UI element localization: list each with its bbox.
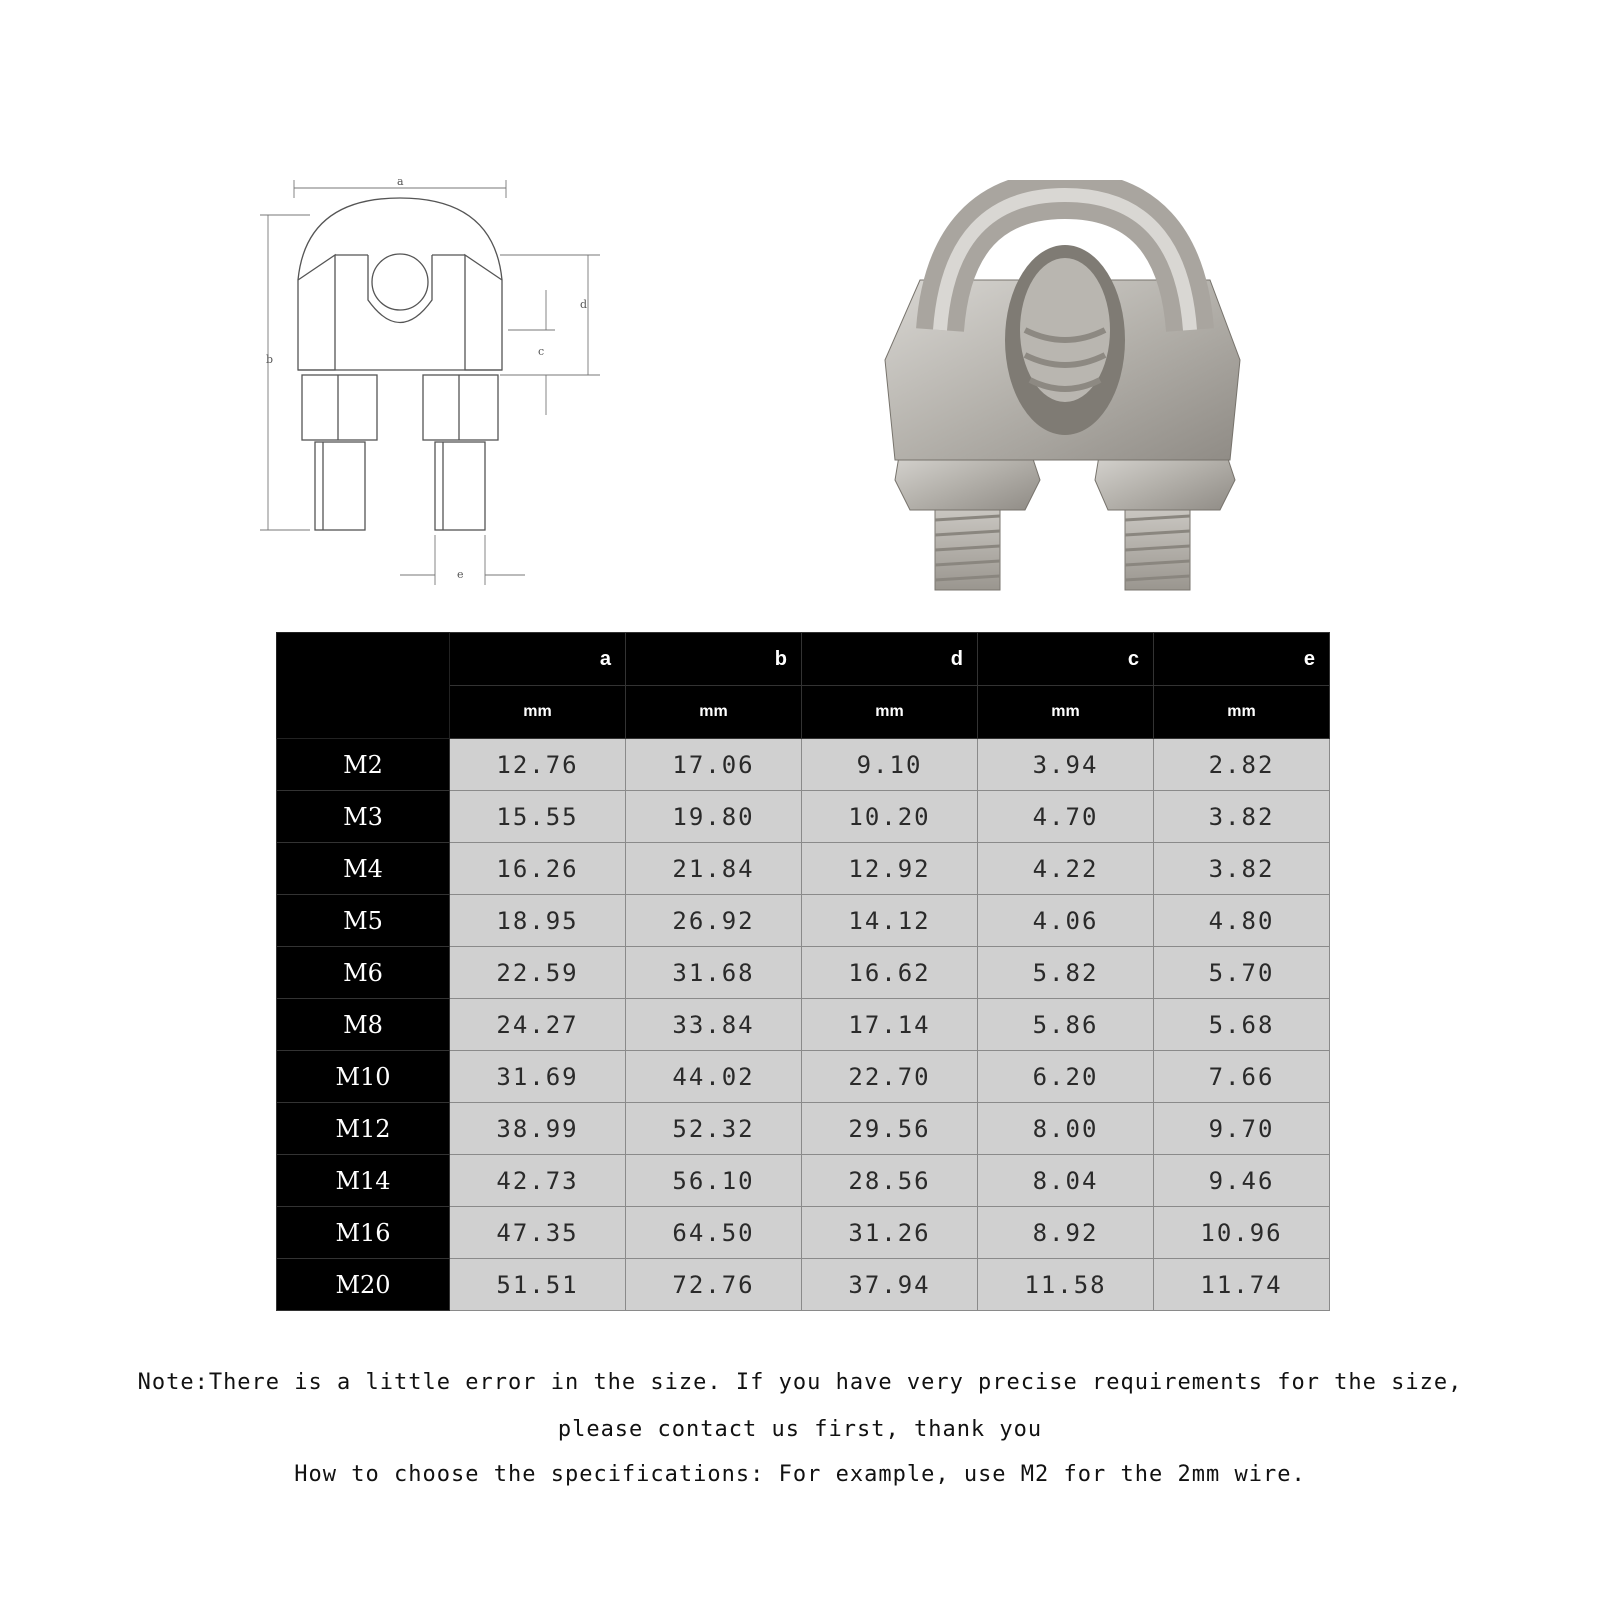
table-row bbox=[277, 791, 1330, 843]
column-header-e: e bbox=[1154, 633, 1330, 686]
dimension-label-b: b bbox=[266, 353, 274, 366]
value-cell: 5.86 bbox=[978, 999, 1154, 1051]
value-cell: 16.62 bbox=[802, 947, 978, 999]
wire-rope-clip-photo bbox=[880, 180, 1280, 600]
value-cell: 5.70 bbox=[1154, 947, 1330, 999]
value-cell: 11.74 bbox=[1154, 1259, 1330, 1311]
size-cell: M8 bbox=[277, 999, 450, 1051]
size-cell: M12 bbox=[277, 1103, 450, 1155]
dimension-label-c: c bbox=[538, 345, 545, 358]
column-header-c: c bbox=[978, 633, 1154, 686]
value-cell: 38.99 bbox=[450, 1103, 626, 1155]
value-cell: 8.00 bbox=[978, 1103, 1154, 1155]
value-cell: 10.96 bbox=[1154, 1207, 1330, 1259]
value-cell: 19.80 bbox=[626, 791, 802, 843]
table-row bbox=[277, 1155, 1330, 1207]
value-cell: 9.10 bbox=[802, 739, 978, 791]
value-cell: 4.70 bbox=[978, 791, 1154, 843]
unit-header: mm bbox=[978, 686, 1154, 739]
dimension-label-a: a bbox=[397, 175, 404, 188]
value-cell: 16.26 bbox=[450, 843, 626, 895]
value-cell: 33.84 bbox=[626, 999, 802, 1051]
value-cell: 22.70 bbox=[802, 1051, 978, 1103]
table-row bbox=[277, 895, 1330, 947]
value-cell: 4.80 bbox=[1154, 895, 1330, 947]
column-header-d: d bbox=[802, 633, 978, 686]
value-cell: 5.68 bbox=[1154, 999, 1330, 1051]
value-cell: 12.92 bbox=[802, 843, 978, 895]
value-cell: 28.56 bbox=[802, 1155, 978, 1207]
value-cell: 9.46 bbox=[1154, 1155, 1330, 1207]
table-row bbox=[277, 1051, 1330, 1103]
unit-header: mm bbox=[450, 686, 626, 739]
value-cell: 5.82 bbox=[978, 947, 1154, 999]
size-cell: M4 bbox=[277, 843, 450, 895]
value-cell: 14.12 bbox=[802, 895, 978, 947]
size-error-note: Note:There is a little error in the size. If you have very precise requirements for the size, bbox=[137, 1370, 1463, 1395]
size-cell: M5 bbox=[277, 895, 450, 947]
header-row-dimensions bbox=[277, 633, 1330, 686]
value-cell: 12.76 bbox=[450, 739, 626, 791]
value-cell: 24.27 bbox=[450, 999, 626, 1051]
value-cell: 72.76 bbox=[626, 1259, 802, 1311]
column-header-a: a bbox=[450, 633, 626, 686]
spec-selection-note: How to choose the specifications: For example, use M2 for the 2mm wire. bbox=[294, 1462, 1306, 1487]
value-cell: 2.82 bbox=[1154, 739, 1330, 791]
value-cell: 6.20 bbox=[978, 1051, 1154, 1103]
value-cell: 37.94 bbox=[802, 1259, 978, 1311]
value-cell: 47.35 bbox=[450, 1207, 626, 1259]
table-row bbox=[277, 999, 1330, 1051]
value-cell: 11.58 bbox=[978, 1259, 1154, 1311]
unit-header: mm bbox=[626, 686, 802, 739]
value-cell: 17.14 bbox=[802, 999, 978, 1051]
table-row bbox=[277, 739, 1330, 791]
value-cell: 10.20 bbox=[802, 791, 978, 843]
clamp-dimension-diagram bbox=[250, 170, 630, 610]
dimension-label-d: d bbox=[580, 298, 588, 311]
value-cell: 64.50 bbox=[626, 1207, 802, 1259]
value-cell: 3.82 bbox=[1154, 791, 1330, 843]
value-cell: 56.10 bbox=[626, 1155, 802, 1207]
size-cell: M14 bbox=[277, 1155, 450, 1207]
table-row bbox=[277, 1259, 1330, 1311]
table-row bbox=[277, 1207, 1330, 1259]
size-cell: M16 bbox=[277, 1207, 450, 1259]
value-cell: 8.92 bbox=[978, 1207, 1154, 1259]
value-cell: 31.69 bbox=[450, 1051, 626, 1103]
value-cell: 42.73 bbox=[450, 1155, 626, 1207]
value-cell: 9.70 bbox=[1154, 1103, 1330, 1155]
value-cell: 52.32 bbox=[626, 1103, 802, 1155]
value-cell: 22.59 bbox=[450, 947, 626, 999]
contact-note: please contact us first, thank you bbox=[557, 1417, 1043, 1442]
value-cell: 4.22 bbox=[978, 843, 1154, 895]
size-cell: M10 bbox=[277, 1051, 450, 1103]
size-cell: M6 bbox=[277, 947, 450, 999]
table-row bbox=[277, 1103, 1330, 1155]
value-cell: 7.66 bbox=[1154, 1051, 1330, 1103]
unit-header: mm bbox=[802, 686, 978, 739]
table-row bbox=[277, 947, 1330, 999]
value-cell: 31.26 bbox=[802, 1207, 978, 1259]
size-cell: M2 bbox=[277, 739, 450, 791]
value-cell: 44.02 bbox=[626, 1051, 802, 1103]
unit-header: mm bbox=[1154, 686, 1330, 739]
size-cell: M20 bbox=[277, 1259, 450, 1311]
value-cell: 8.04 bbox=[978, 1155, 1154, 1207]
value-cell: 3.94 bbox=[978, 739, 1154, 791]
table-row bbox=[277, 843, 1330, 895]
table-corner-cell bbox=[277, 633, 450, 739]
value-cell: 21.84 bbox=[626, 843, 802, 895]
value-cell: 26.92 bbox=[626, 895, 802, 947]
value-cell: 3.82 bbox=[1154, 843, 1330, 895]
dimension-label-e: e bbox=[457, 568, 464, 581]
value-cell: 18.95 bbox=[450, 895, 626, 947]
value-cell: 29.56 bbox=[802, 1103, 978, 1155]
size-cell: M3 bbox=[277, 791, 450, 843]
value-cell: 51.51 bbox=[450, 1259, 626, 1311]
spec-table bbox=[276, 632, 1330, 1311]
column-header-b: b bbox=[626, 633, 802, 686]
value-cell: 15.55 bbox=[450, 791, 626, 843]
value-cell: 17.06 bbox=[626, 739, 802, 791]
value-cell: 4.06 bbox=[978, 895, 1154, 947]
value-cell: 31.68 bbox=[626, 947, 802, 999]
